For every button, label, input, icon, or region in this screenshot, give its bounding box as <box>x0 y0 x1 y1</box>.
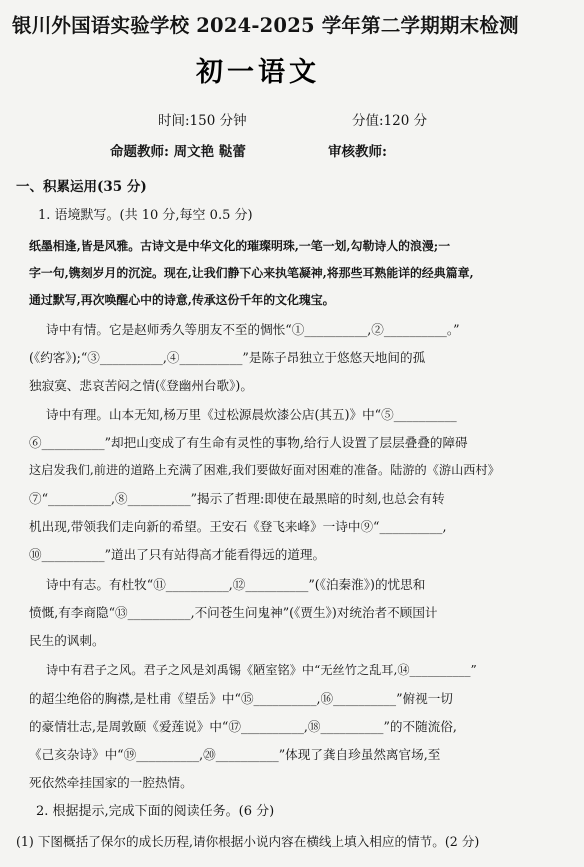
exam-title: 银川外国语实验学校 2024-2025 学年第二学期期末检测 <box>12 14 519 37</box>
dictation-line: 独寂寞、悲哀苦闷之情(《登幽州台歌》)。 <box>29 378 253 393</box>
dictation-line: 民生的讽刺。 <box>29 633 105 648</box>
section-heading: 一、积累运用(35 分) <box>16 179 147 195</box>
dictation-line: 的豪情壮志,是周敦颐《爱莲说》中“⑰__________,⑱__________”的不随流俗, <box>29 719 457 734</box>
intro-line: 字一句,镌刻岁月的沉淀。现在,让我们静下心来执笔凝神,将那些耳熟能详的经典篇章, <box>29 266 474 280</box>
dictation-line: 《己亥杂诗》中“⑲__________,⑳__________”体现了龚自珍虽然离官场,至 <box>29 747 441 762</box>
question-2-subquestion: (1) 下图概括了保尔的成长历程,请你根据小说内容在横线上填入相应的情节。(2 分) <box>16 834 480 849</box>
dictation-line: 愤慨,有李商隐“⑬__________,不问苍生问鬼神”(《贾生》)对统治者不顾国计 <box>29 605 438 620</box>
dictation-line: (《约客》);“③__________,④__________”是陈子昂独立于悠悠天地间的孤 <box>29 350 426 365</box>
dictation-line: 诗中有君子之风。君子之风是刘禹锡《陋室铭》中“无丝竹之乱耳,⑭__________” <box>46 663 477 677</box>
exam-score: 分值:120 分 <box>352 113 428 129</box>
dictation-line: 诗中有情。它是赵师秀久等朋友不至的惆怅“①__________,②__________。” <box>46 322 460 337</box>
intro-line: 通过默写,再次唤醒心中的诗意,传承这份千年的文化瑰宝。 <box>29 293 335 307</box>
dictation-line: 死依然牵挂国家的一腔热情。 <box>29 775 193 790</box>
dictation-line: 诗中有理。山本无知,杨万里《过松源晨炊漆公店(其五)》中“⑤__________ <box>46 407 457 422</box>
question-1-heading: 1. 语境默写。(共 10 分,每空 0.5 分) <box>38 208 253 223</box>
question-2-heading: 2. 根据提示,完成下面的阅读任务。(6 分) <box>36 804 275 819</box>
dictation-line: ⑥__________”却把山变成了有生命有灵性的事物,给行人设置了层层叠叠的障碍 <box>29 435 468 450</box>
intro-line: 纸墨相逢,皆是风雅。古诗文是中华文化的璀璨明珠,一笔一划,勾勒诗人的浪漫;一 <box>29 239 451 253</box>
dictation-line: 诗中有志。有杜牧“⑪__________,⑫__________”(《泊秦淮》)的忧思和 <box>46 577 426 592</box>
setter-teacher: 命题教师: 周文艳 鞑蕾 <box>110 144 246 160</box>
dictation-line: ⑦“__________,⑧__________”揭示了哲理:即使在最黑暗的时刻,也总会有转 <box>29 491 445 506</box>
reviewer-teacher: 审核教师: <box>328 144 387 160</box>
dictation-line: ⑩__________”道出了只有站得高才能看得远的道理。 <box>29 547 326 562</box>
dictation-line: 的超尘绝俗的胸襟,是杜甫《望岳》中“⑮__________,⑯__________”俯视一切 <box>29 691 453 706</box>
exam-time: 时间:150 分钟 <box>158 113 247 129</box>
subject-title: 初一语文 <box>196 57 320 88</box>
dictation-line: 机出现,带领我们走向新的希望。王安石《登飞来峰》一诗中⑨“__________, <box>29 519 447 534</box>
dictation-line: 这启发我们,前进的道路上充满了困难,我们要做好面对困难的准备。陆游的《游山西村》 <box>29 463 500 477</box>
